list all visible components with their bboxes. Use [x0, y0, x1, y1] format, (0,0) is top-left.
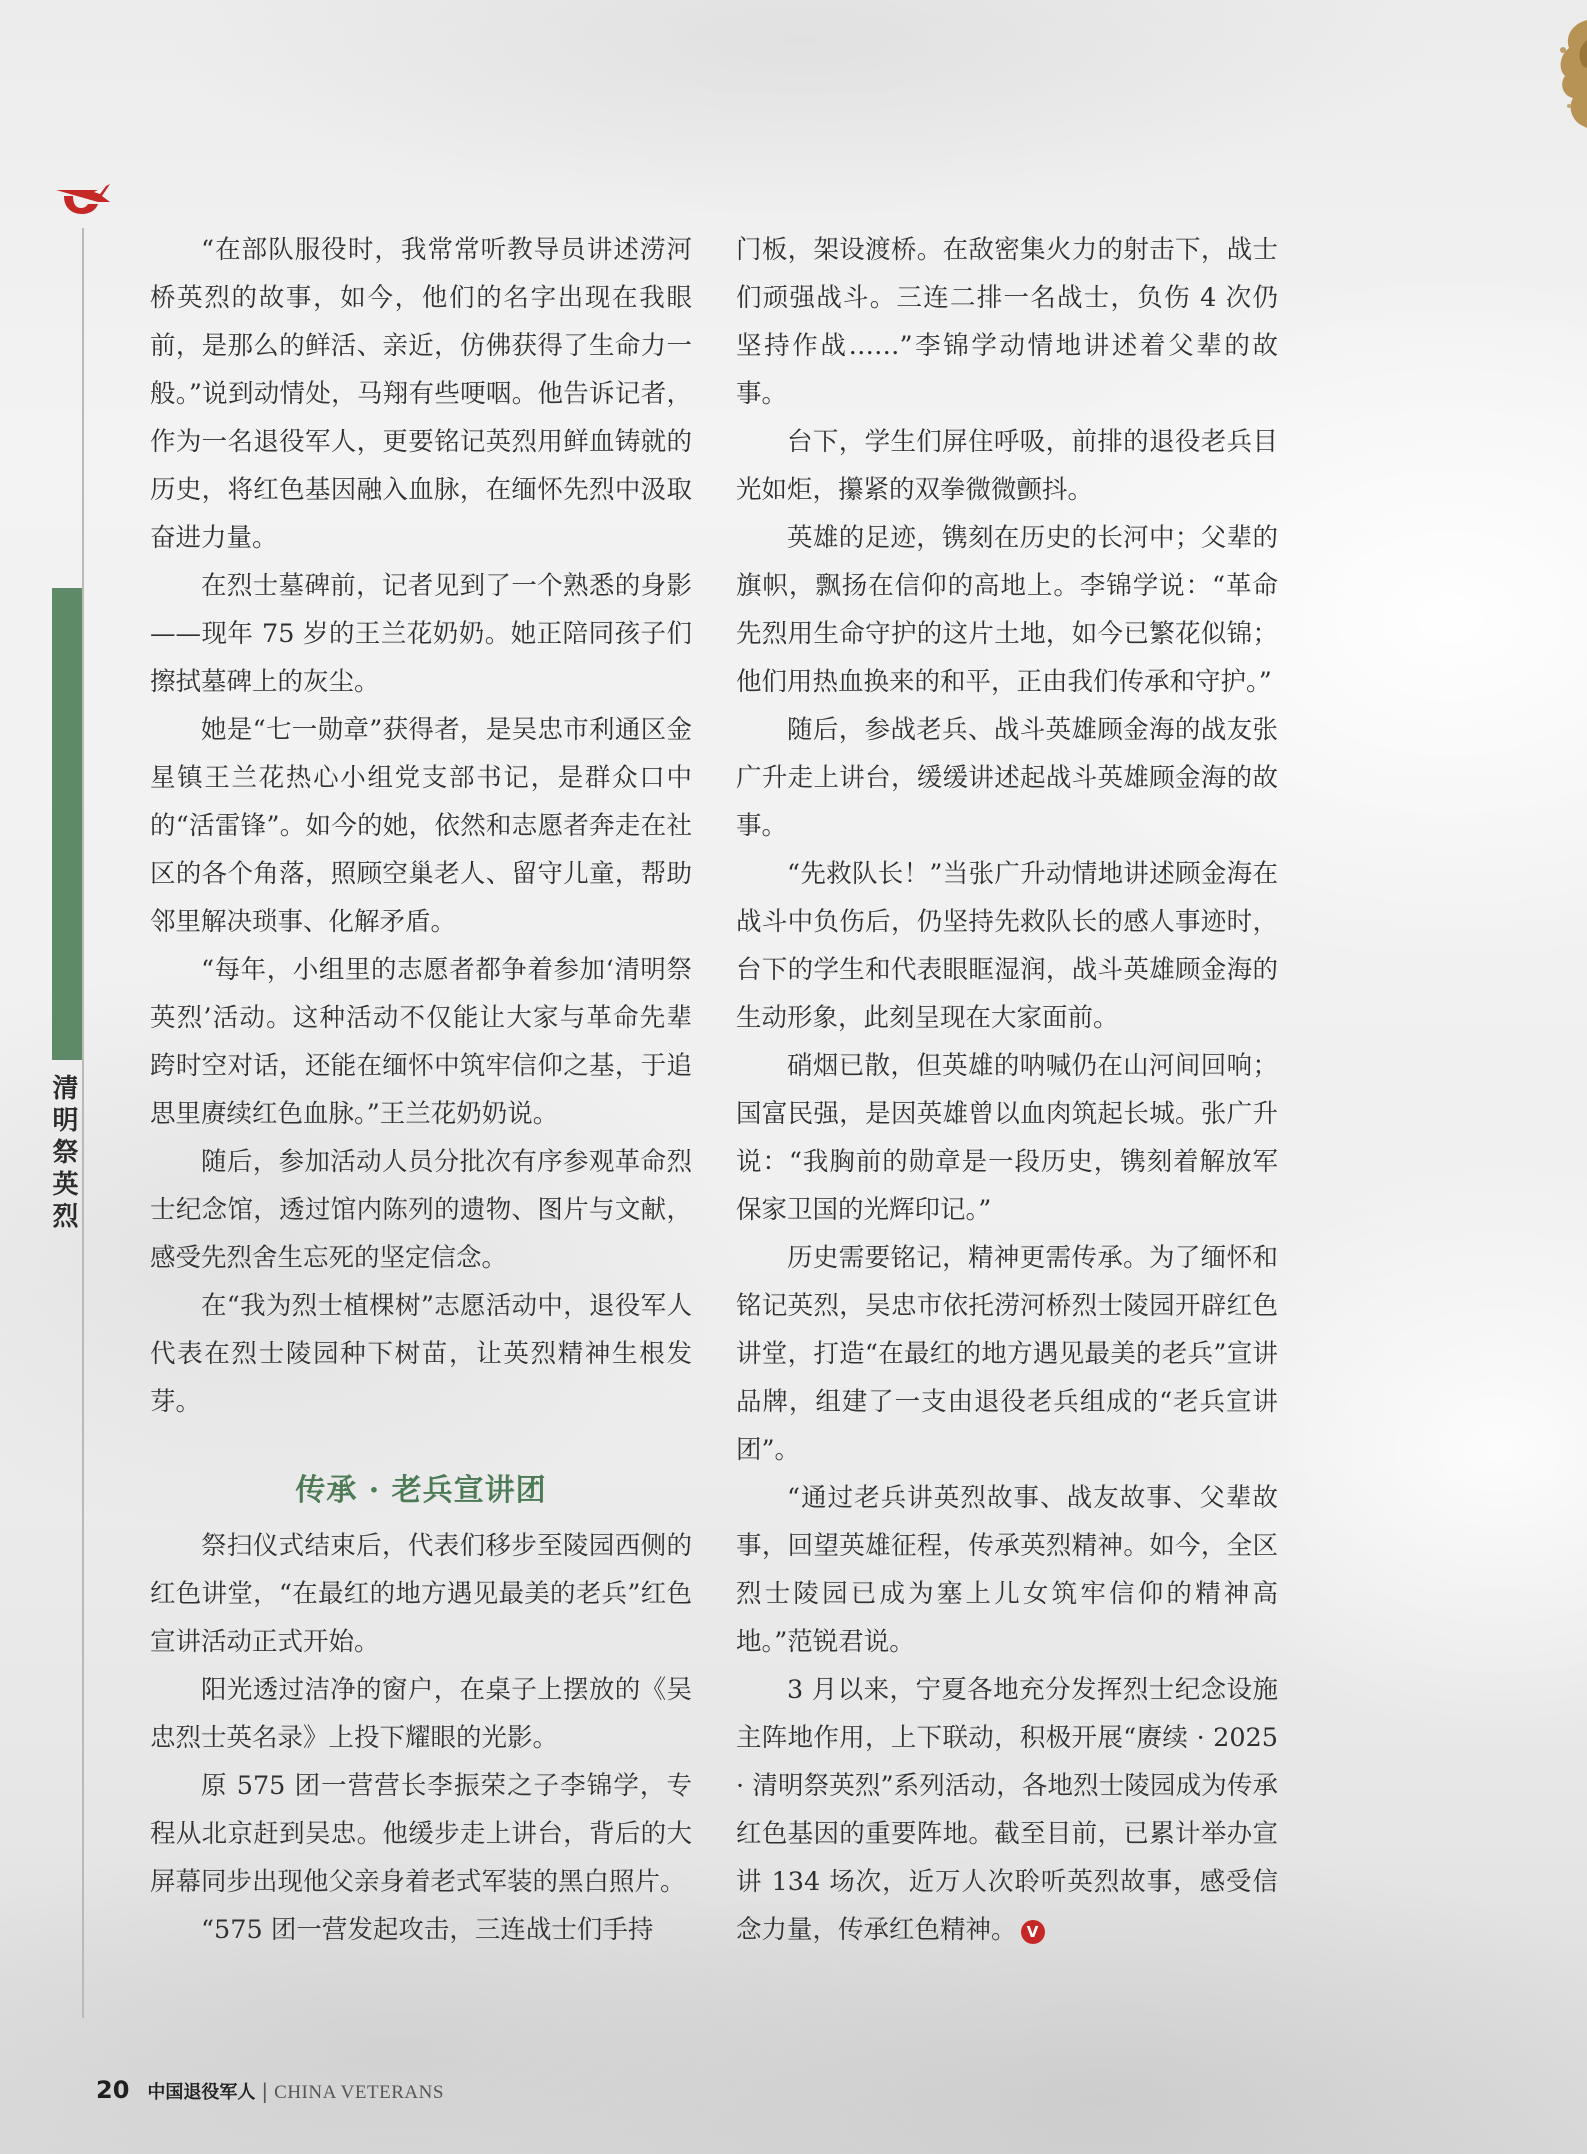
paragraph: “通过老兵讲英烈故事、战友故事、父辈故事，回望英雄征程，传承英烈精神。如今，全区烈士陵园已成为塞上儿女筑牢信仰的精神高地。”范锐君说。 — [736, 1483, 1278, 1657]
paragraph: 祭扫仪式结束后，代表们移步至陵园西侧的红色讲堂，“在最红的地方遇见最美的老兵”红色宣讲活动正式开始。 — [150, 1531, 692, 1657]
article-column-right — [736, 226, 1278, 1954]
paragraph: 历史需要铭记，精神更需传承。为了缅怀和铭记英烈，吴忠市依托涝河桥烈士陵园开辟红色讲堂，打造“在最红的地方遇见最美的老兵”宣讲品牌，组建了一支由退役老兵组成的“老兵宣讲团”。 — [736, 1243, 1278, 1465]
paragraph: “575 团一营发起攻击，三连战士们手持 — [201, 1915, 654, 1945]
paragraph-final — [736, 1666, 1278, 1954]
magazine-title: 中国退役军人 — [147, 2082, 256, 2103]
paragraph: 阳光透过洁净的窗户，在桌子上摆放的《吴忠烈士英名录》上投下耀眼的光影。 — [150, 1675, 692, 1753]
paragraph: “先救队长！”当张广升动情地讲述顾金海在战斗中负伤后，仍坚持先救队长的感人事迹时，台下的学生和代表眼眶湿润，战斗英雄顾金海的生动形象，此刻呈现在大家面前。 — [736, 859, 1278, 1033]
end-mark-icon: V — [1021, 1920, 1045, 1944]
page-footer — [96, 2076, 444, 2116]
logo-mark-icon — [54, 182, 112, 218]
paragraph: 英雄的足迹，镌刻在历史的长河中；父辈的旗帜，飘扬在信仰的高地上。李锦学说：“革命先烈用生命守护的这片土地，如今已繁花似锦；他们用热血换来的和平，正由我们传承和守护。” — [736, 523, 1278, 697]
section-subheading: 传承 · 老兵宣讲团 — [295, 1473, 547, 1508]
paragraph: 台下，学生们屏住呼吸，前排的退役老兵目光如炬，攥紧的双拳微微颤抖。 — [736, 427, 1278, 505]
section-accent-bar — [52, 588, 82, 1060]
paragraph-continued: 门板，架设渡桥。在敌密集火力的射击下，战士们顽强战斗。三连二排一名战士，负伤 4 次仍坚持作战……”李锦学动情地讲述着父辈的故事。 — [736, 235, 1278, 409]
section-label: 清明祭英烈 — [48, 1074, 78, 1234]
magazine-title-en: CHINA VETERANS — [274, 2082, 444, 2103]
ink-blot-decoration — [1517, 10, 1587, 160]
paragraph: “在部队服役时，我常常听教导员讲述涝河桥英烈的故事，如今，他们的名字出现在我眼前，是那么的鲜活、亲近，仿佛获得了生命力一般。”说到动情处，马翔有些哽咽。他告诉记者，作为一名退役军人，更要铭记英烈用鲜血铸就的历史，将红色基因融入血脉，在缅怀先烈中汲取奋进力量。 — [150, 235, 692, 553]
paragraph: “每年，小组里的志愿者都争着参加‘清明祭英烈’活动。这种活动不仅能让大家与革命先辈跨时空对话，还能在缅怀中筑牢信仰之基，于追思里赓续红色血脉。”王兰花奶奶说。 — [150, 955, 692, 1129]
paragraph: 随后，参加活动人员分批次有序参观革命烈士纪念馆，透过馆内陈列的遗物、图片与文献，感受先烈舍生忘死的坚定信念。 — [150, 1147, 692, 1273]
paragraph: 原 575 团一营营长李振荣之子李锦学，专程从北京赶到吴忠。他缓步走上讲台，背后的大屏幕同步出现他父亲身着老式军装的黑白照片。 — [150, 1771, 692, 1897]
article-column-left — [150, 226, 692, 1954]
paragraph: 随后，参战老兵、战斗英雄顾金海的战友张广升走上讲台，缓缓讲述起战斗英雄顾金海的故事。 — [736, 715, 1278, 841]
footer-separator: | — [261, 2079, 269, 2103]
left-vertical-rule — [82, 228, 84, 2018]
page-number: 20 — [96, 2076, 130, 2104]
final-paragraph-text: 3 月以来，宁夏各地充分发挥烈士纪念设施主阵地作用，上下联动，积极开展“赓续 · 2025 · 清明祭英烈”系列活动，各地烈士陵园成为传承红色基因的重要阵地。截至目前，已累计举办宣讲 134 场次，近万人次聆听英烈故事，感受信念力量，传承红色精神。 — [736, 1675, 1278, 1945]
paragraph: 在“我为烈士植棵树”志愿活动中，退役军人代表在烈士陵园种下树苗，让英烈精神生根发芽。 — [150, 1291, 692, 1417]
paragraph: 在烈士墓碑前，记者见到了一个熟悉的身影——现年 75 岁的王兰花奶奶。她正陪同孩子们擦拭墓碑上的灰尘。 — [150, 571, 692, 697]
paragraph: 硝烟已散，但英雄的呐喊仍在山河间回响；国富民强，是因英雄曾以血肉筑起长城。张广升说：“我胸前的勋章是一段历史，镌刻着解放军保家卫国的光辉印记。” — [736, 1051, 1278, 1225]
paragraph: 她是“七一勋章”获得者，是吴忠市利通区金星镇王兰花热心小组党支部书记，是群众口中的“活雷锋”。如今的她，依然和志愿者奔走在社区的各个角落，照顾空巢老人、留守儿童，帮助邻里解决琐事、化解矛盾。 — [150, 715, 692, 937]
